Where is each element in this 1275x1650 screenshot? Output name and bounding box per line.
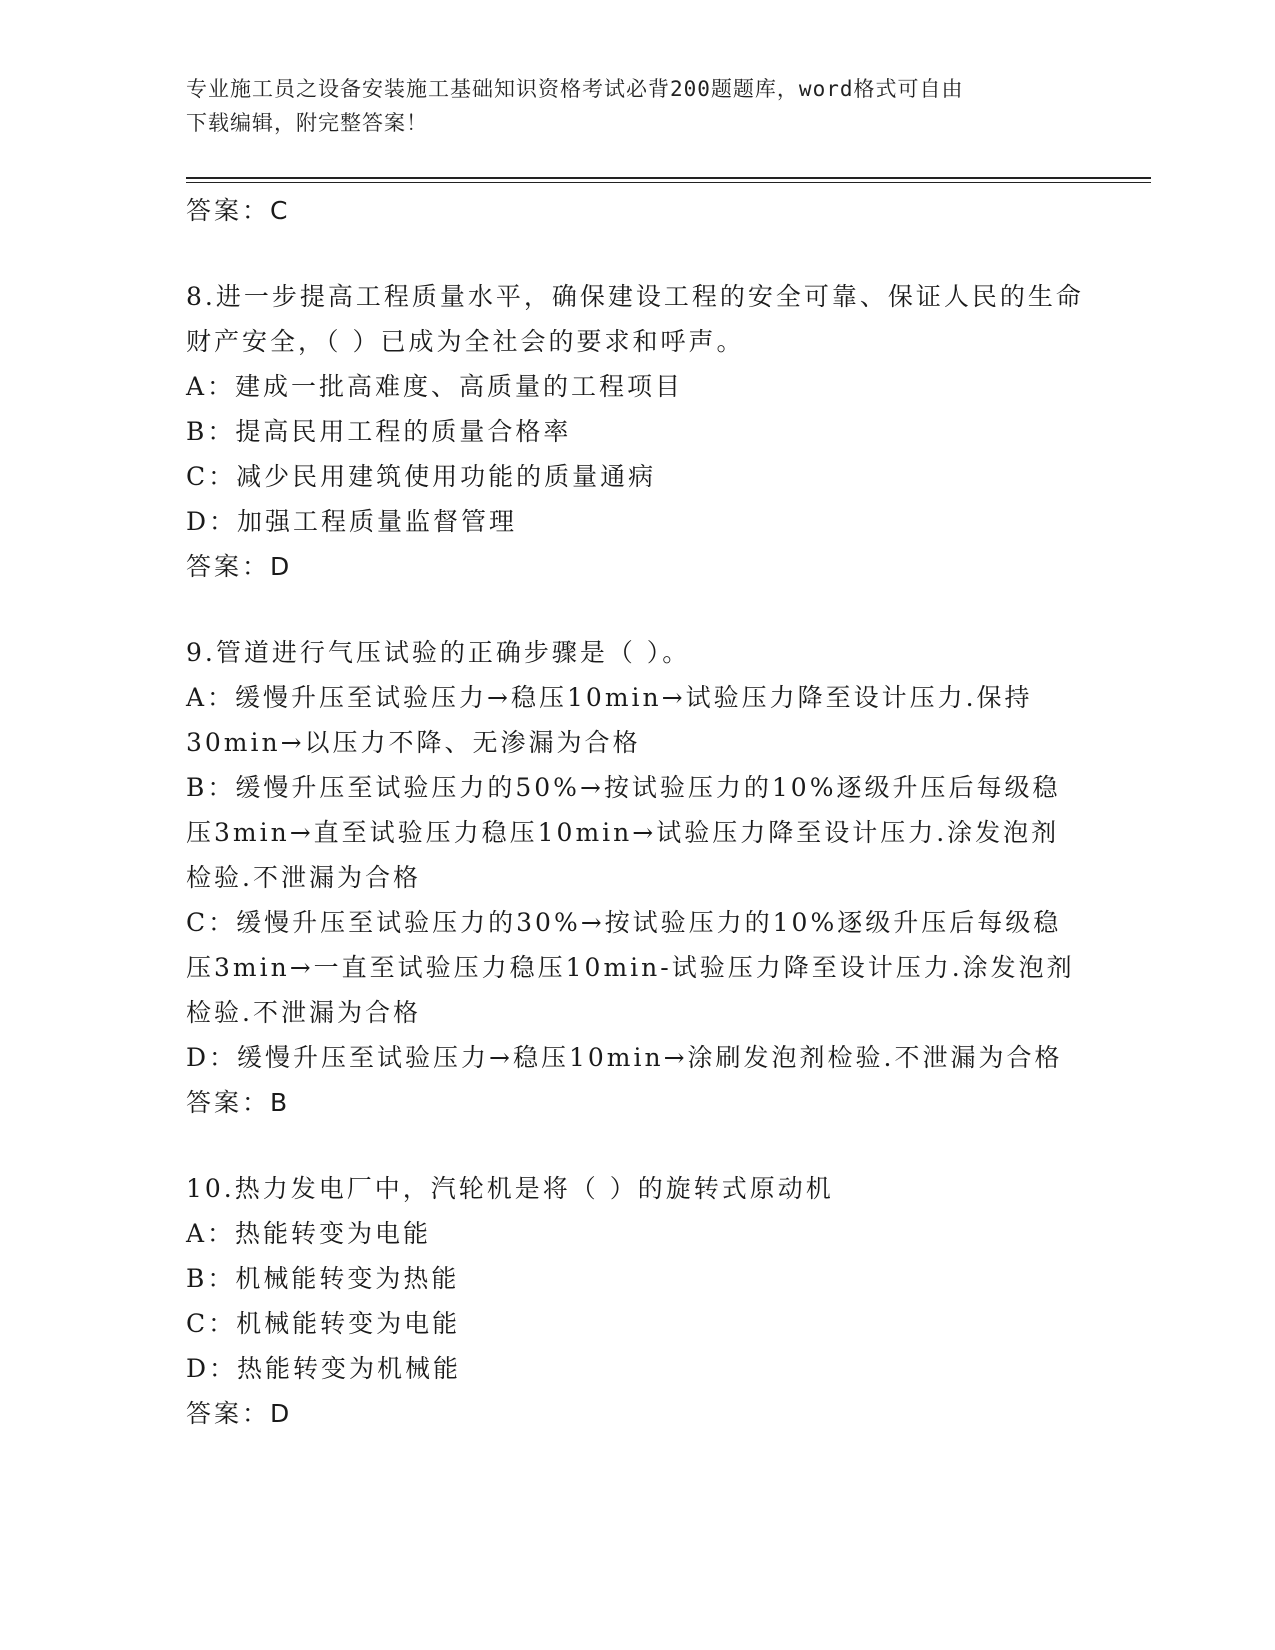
option-d: D：加强工程质量监督管理 [186, 507, 518, 536]
question-list [186, 188, 1086, 1437]
header-rule-thick [186, 177, 1151, 179]
option-d: D：缓慢升压至试验压力→稳压10min→涂刷发泡剂检验.不泄漏为合格 [186, 1043, 1063, 1072]
question-text: 10.热力发电厂中，汽轮机是将（ ）的旋转式原动机 [186, 1174, 834, 1203]
header-line-2: 下载编辑，附完整答案！ [186, 111, 428, 135]
question-10 [186, 1166, 1086, 1437]
question-text: 9.管道进行气压试验的正确步骤是（ ）。 [186, 638, 691, 667]
previous-answer: 答案：C [186, 196, 291, 225]
option-c: C：机械能转变为电能 [186, 1309, 461, 1338]
answer: 答案：D [186, 552, 293, 581]
option-a: A：建成一批高难度、高质量的工程项目 [186, 372, 684, 401]
page-header [186, 72, 1066, 140]
question-text: 8.进一步提高工程质量水平，确保建设工程的安全可靠、保证人民的生命财产安全，（ ）已成为全社会的要求和呼声。 [186, 282, 1084, 356]
question-8 [186, 274, 1086, 590]
answer: 答案：D [186, 1399, 293, 1428]
option-b: B：提高民用工程的质量合格率 [186, 417, 572, 446]
option-b: B：缓慢升压至试验压力的50%→按试验压力的10%逐级升压后每级稳压3min→直至试验压力稳压10min→试验压力降至设计压力.涂发泡剂检验.不泄漏为合格 [186, 773, 1061, 892]
option-c: C：减少民用建筑使用功能的质量通病 [186, 462, 657, 491]
option-b: B：机械能转变为热能 [186, 1264, 460, 1293]
answer: 答案：B [186, 1088, 291, 1117]
header-rule-thin [186, 182, 1151, 183]
option-c: C：缓慢升压至试验压力的30%→按试验压力的10%逐级升压后每级稳压3min→一直至试验压力稳压10min-试验压力降至设计压力.涂发泡剂检验.不泄漏为合格 [186, 908, 1075, 1027]
header-line-1: 专业施工员之设备安装施工基础知识资格考试必背200题题库，word格式可自由 [186, 77, 964, 101]
option-a: A：缓慢升压至试验压力→稳压10min→试验压力降至设计压力.保持30min→以压力不降、无渗漏为合格 [186, 683, 1033, 757]
option-d: D：热能转变为机械能 [186, 1354, 462, 1383]
option-a: A：热能转变为电能 [186, 1219, 432, 1248]
question-9 [186, 630, 1086, 1126]
